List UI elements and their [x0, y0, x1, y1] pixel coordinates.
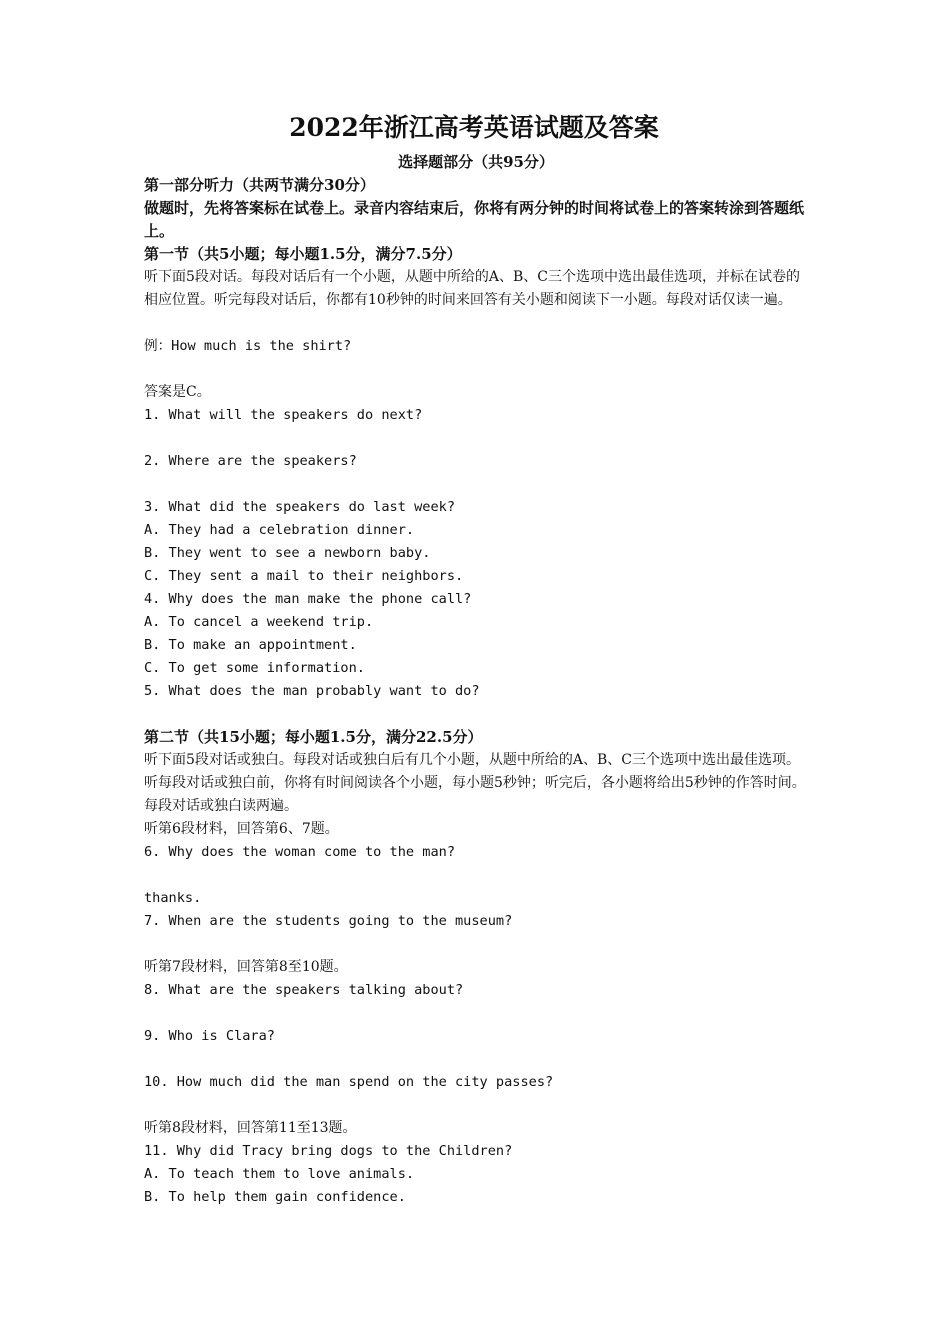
- question-1: 1. What will the speakers do next?: [144, 407, 423, 423]
- question-1-options: [144, 427, 808, 450]
- example-options: [144, 358, 808, 381]
- page-title: 2022年浙江高考英语试题及答案: [289, 113, 659, 142]
- question-9-options: [144, 1048, 808, 1071]
- question-3-option-a: A. They had a celebration dinner.: [144, 522, 415, 538]
- section2-instructions: 听下面5段对话或独白。每段对话或独白后有几个小题，从题中所给的A、B、C三个选项中选出最佳选项。听每段对话或独白前，你将有时间阅读各个小题，每小题5秒钟；听完后，各小题将给出5秒钟的作答时间。每段对话或独白读两遍。: [144, 752, 806, 814]
- question-2: 2. Where are the speakers?: [144, 453, 357, 469]
- question-2-options: [144, 473, 808, 496]
- part1-instructions: 做题时，先将答案标在试卷上。录音内容结束后，你将有两分钟的时间将试卷上的答案转涂到答题纸上。: [144, 199, 805, 240]
- question-8-options: [144, 1002, 808, 1025]
- material-6-heading: 听第6段材料，回答第6、7题。: [144, 821, 339, 837]
- material-8-heading: 听第8段材料，回答第11至13题。: [144, 1120, 357, 1136]
- part1-heading: 第一部分听力（共两节满分30分）: [144, 176, 375, 194]
- question-4: 4. Why does the man make the phone call?: [144, 591, 472, 607]
- question-5: 5. What does the man probably want to do?: [144, 683, 480, 699]
- page-subtitle: 选择题部分（共95分）: [398, 153, 554, 171]
- question-5-options: [144, 703, 808, 726]
- question-6-continuation: thanks.: [144, 890, 202, 906]
- question-9: 9. Who is Clara?: [144, 1028, 275, 1044]
- exam-page: [144, 108, 808, 1209]
- question-11: 11. Why did Tracy bring dogs to the Children?: [144, 1143, 513, 1159]
- example-answer: 答案是C。: [144, 384, 211, 400]
- question-7-options: [144, 933, 808, 956]
- question-4-option-a: A. To cancel a weekend trip.: [144, 614, 374, 630]
- section2-heading: 第二节（共15小题；每小题1.5分，满分22.5分）: [144, 728, 483, 746]
- question-8: 8. What are the speakers talking about?: [144, 982, 464, 998]
- section1-instructions: 听下面5段对话。每段对话后有一个小题，从题中所给的A、B、C三个选项中选出最佳选项，并标在试卷的相应位置。听完每段对话后，你都有10秒钟的时间来回答有关小题和阅读下一小题。每段对话仅读一遍。: [144, 269, 801, 308]
- question-11-option-b: B. To help them gain confidence.: [144, 1189, 406, 1205]
- question-4-option-c: C. To get some information.: [144, 660, 365, 676]
- question-3-option-b: B. They went to see a newborn baby.: [144, 545, 431, 561]
- question-3: 3. What did the speakers do last week?: [144, 499, 455, 515]
- example-question: 例：How much is the shirt?: [144, 338, 352, 354]
- question-10: 10. How much did the man spend on the city passes?: [144, 1074, 554, 1090]
- material-7-heading: 听第7段材料，回答第8至10题。: [144, 959, 348, 975]
- section1-heading: 第一节（共5小题；每小题1.5分，满分7.5分）: [144, 245, 462, 263]
- question-6-options: [144, 864, 808, 887]
- question-4-option-b: B. To make an appointment.: [144, 637, 357, 653]
- question-11-option-a: A. To teach them to love animals.: [144, 1166, 415, 1182]
- question-10-options: [144, 1094, 808, 1117]
- question-3-option-c: C. They sent a mail to their neighbors.: [144, 568, 464, 584]
- question-6: 6. Why does the woman come to the man?: [144, 844, 455, 860]
- question-7: 7. When are the students going to the museum?: [144, 913, 513, 929]
